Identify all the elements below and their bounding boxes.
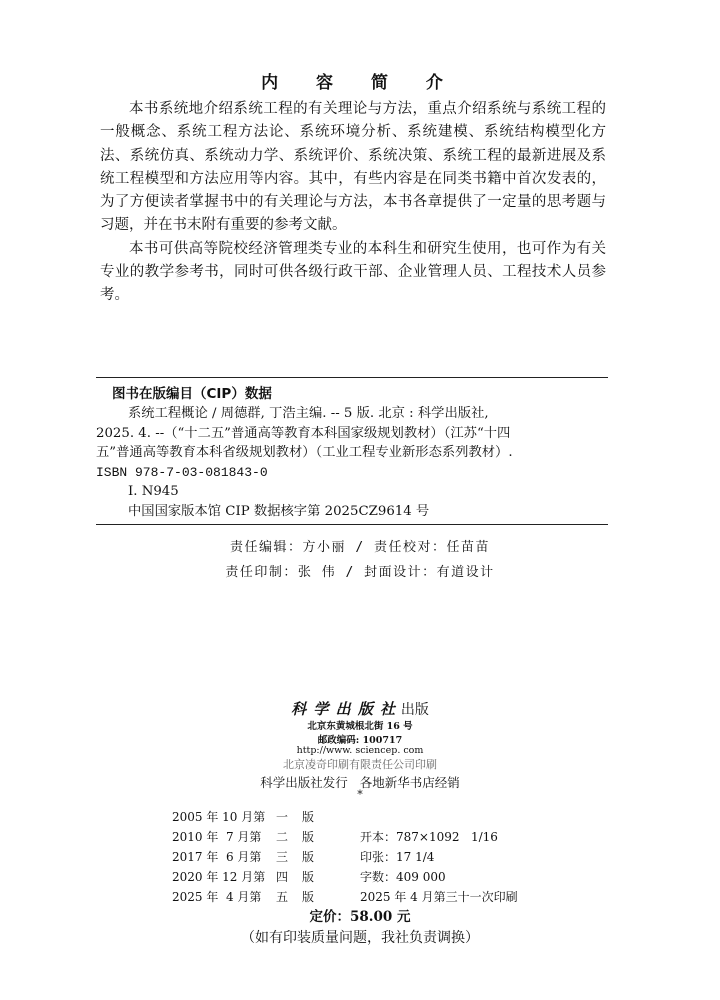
summary-text [100, 98, 606, 308]
edition-label: 版 [302, 829, 315, 844]
publisher-postcode: 邮政编码: 100717 [317, 735, 403, 746]
summary-paragraph: 本书系统地介绍系统工程的有关理论与方法，重点介绍系统与系统工程的一般概念、系统工程方法论、系统环境分析、系统建模、系统结构模型化方法、系统仿真、系统动力学、系统评价、系统决策、系统工程的最新进展及系统工程模型和方法应用等内容。其中，有些内容是在同类书籍中首次发表的，为了方便读者掌握书中的有关理论与方法，本书各章提供了一定量的思考题与习题，并在书末附有重要的参考文献。 [100, 101, 606, 234]
table-row [172, 846, 518, 866]
edition-date: 2005 年 10 月第 [172, 809, 266, 824]
publisher-line [0, 698, 720, 719]
table-row [172, 826, 518, 846]
cip-block [96, 404, 608, 521]
publisher-address: 北京东黄城根北街 16 号 [307, 721, 413, 732]
edition-info: 印张：17 1/4 [360, 849, 435, 864]
edition-number: 二 [276, 829, 289, 844]
edition-label: 版 [302, 869, 315, 884]
edition-label: 版 [302, 809, 315, 824]
cip-record: 中国国家版本馆 CIP 数据核字第 2025CZ9614 号 [128, 503, 430, 519]
cip-bottom-rule [96, 524, 608, 525]
edition-info: 字数：409 000 [360, 869, 446, 884]
table-row [172, 806, 518, 826]
isbn: ISBN 978-7-03-081843-0 [96, 464, 268, 480]
edition-date: 2020 年 12 月第 [172, 869, 266, 884]
edition-date: 2017 年 6 月第 [172, 849, 262, 864]
edition-table [172, 806, 518, 906]
edition-number: 一 [276, 809, 289, 824]
cip-line: 2025. 4. --（“十二五”普通高等教育本科国家级规划教材）（江苏“十四 [96, 425, 511, 441]
page-title: 内 容 简 介 [261, 73, 459, 93]
cip-line: 五”普通高等教育本科省级规划教材）（工业工程专业新形态系列教材）. [96, 445, 513, 460]
distribution: 科学出版社发行 各地新华书店经销 [260, 775, 460, 790]
separator-star: * [357, 788, 363, 801]
classification: Ⅰ. N945 [128, 484, 179, 499]
summary-paragraph: 本书可供高等院校经济管理类专业的本科生和研究生使用，也可作为有关专业的教学参考书，同时可供各级行政干部、企业管理人员、工程技术人员参考。 [100, 240, 606, 304]
edition-label: 版 [302, 849, 315, 864]
publisher-suffix: 出版 [400, 702, 429, 718]
responsibility-line: 责任编辑：方小丽 / 责任校对：任苗苗 [230, 540, 490, 555]
edition-number: 五 [276, 889, 289, 904]
edition-date: 2010 年 7 月第 [172, 829, 262, 844]
edition-number: 四 [276, 869, 289, 884]
publisher-url: http://www. sciencep. com [296, 745, 424, 756]
table-row [172, 886, 518, 906]
edition-label: 版 [302, 889, 315, 904]
edition-number: 三 [276, 849, 289, 864]
printer: 北京凌奇印刷有限责任公司印刷 [283, 758, 437, 771]
edition-info: 开本：787×1092 1/16 [360, 829, 498, 844]
edition-date: 2025 年 4 月第 [172, 889, 262, 904]
cip-line: 系统工程概论 / 周德群, 丁浩主编. -- 5 版. 北京 : 科学出版社, [128, 406, 489, 421]
table-row [172, 866, 518, 886]
responsibility-line: 责任印制：张 伟 / 封面设计：有道设计 [225, 565, 495, 580]
cip-heading: 图书在版编目（CIP）数据 [112, 386, 272, 402]
edition-info [360, 806, 518, 826]
edition-info: 2025 年 4 月第三十一次印刷 [360, 889, 518, 904]
cip-top-rule [96, 377, 608, 378]
price: 定价：58.00 元 [309, 909, 411, 925]
notice: （如有印装质量问题，我社负责调换） [241, 930, 479, 946]
publisher-name: 科 学 出 版 社 [291, 700, 397, 718]
